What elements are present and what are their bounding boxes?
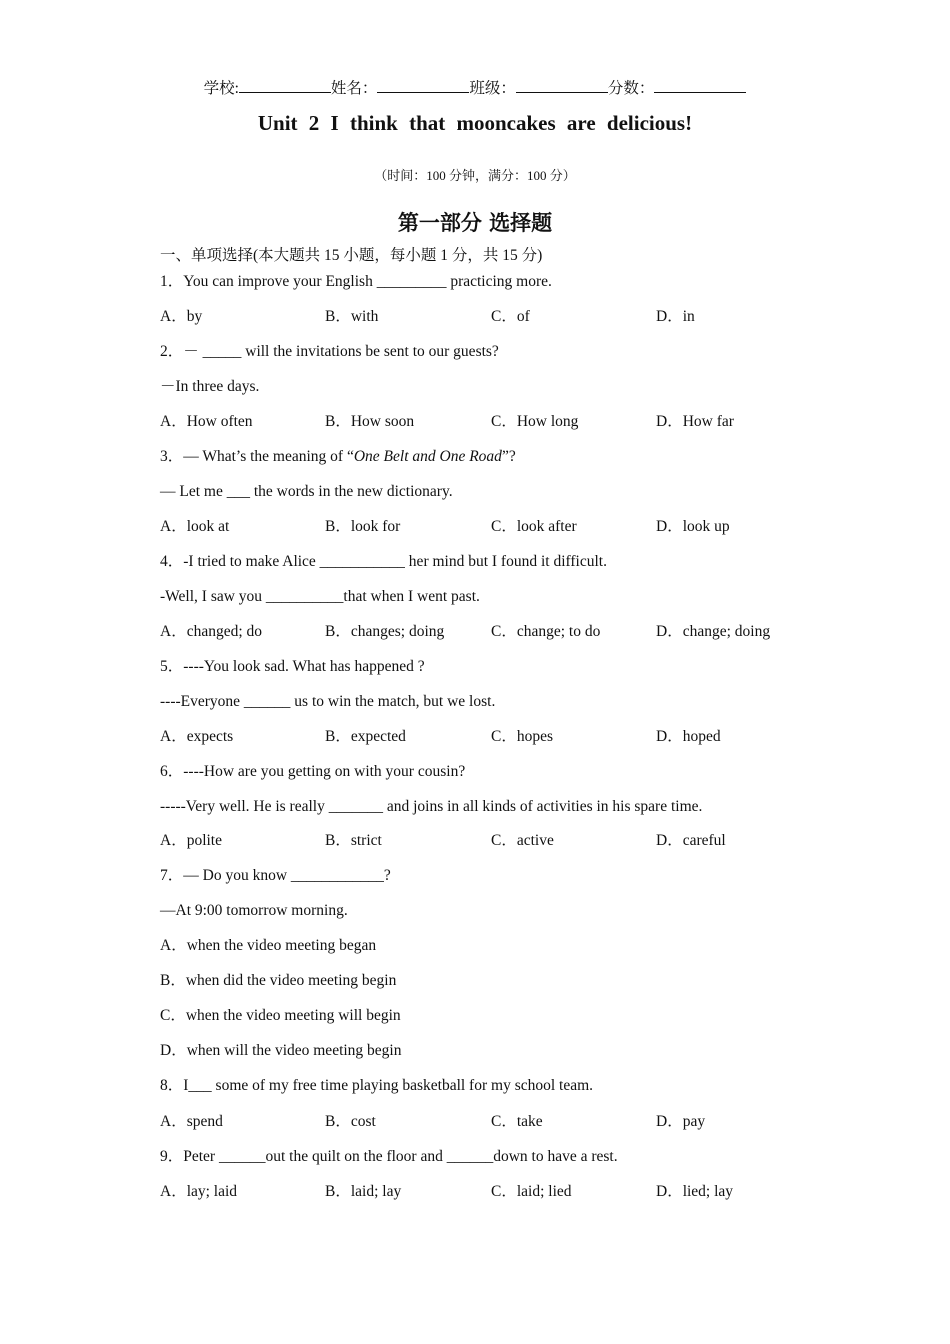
question-6-answer-line: -----Very well. He is really _______ and joins in all kinds of activities in his spare time. bbox=[160, 798, 703, 815]
question-7: 7．— Do you know ____________? bbox=[160, 867, 391, 884]
class-blank[interactable] bbox=[516, 78, 608, 93]
school-blank[interactable] bbox=[239, 78, 331, 93]
exam-time-info: （时间：100 分钟，满分：100 分） bbox=[374, 168, 576, 183]
question-2: 2．－ _____ will the invitations be sent to our guests? bbox=[160, 343, 499, 360]
question-4-answer-line: -Well, I saw you __________that when I went past. bbox=[160, 588, 480, 605]
section-title: 一、单项选择(本大题共 15 小题，每小题 1 分，共 15 分) bbox=[160, 247, 543, 264]
question-4: 4．-I tried to make Alice ___________ her mind but I found it difficult. bbox=[160, 553, 607, 570]
question-3 bbox=[160, 447, 516, 467]
question-7-answer-line: —At 9:00 tomorrow morning. bbox=[160, 902, 348, 919]
q8-option-b: B．cost bbox=[325, 1113, 376, 1130]
q5-option-d: D．hoped bbox=[656, 728, 721, 745]
student-info-header bbox=[0, 76, 950, 98]
document-title: Unit 2 I think that mooncakes are delicious! bbox=[257, 111, 693, 135]
score-label: 分数： bbox=[607, 80, 655, 97]
q9-option-b: B．laid; lay bbox=[325, 1183, 402, 1200]
q2-option-c: C．How long bbox=[491, 413, 579, 430]
q4-option-c: C．change; to do bbox=[491, 623, 601, 640]
question-2-answer-line: －In three days. bbox=[160, 378, 260, 395]
q9-option-a: A．lay; laid bbox=[160, 1183, 238, 1200]
q3-text-pre: 3．— What’s the meaning of “ bbox=[160, 448, 354, 465]
q3-option-b: B．look for bbox=[325, 518, 401, 535]
q5-option-b: B．expected bbox=[325, 728, 406, 745]
q9-option-d: D．lied; lay bbox=[656, 1183, 734, 1200]
q3-option-a: A．look at bbox=[160, 518, 230, 535]
q4-option-d: D．change; doing bbox=[656, 623, 771, 640]
q6-option-b: B．strict bbox=[325, 832, 382, 849]
q7-option-b: B．when did the video meeting begin bbox=[160, 972, 397, 989]
q8-option-d: D．pay bbox=[656, 1113, 706, 1130]
class-label: 班级： bbox=[469, 80, 516, 97]
school-label: 学校: bbox=[203, 80, 239, 97]
q4-option-a: A．changed; do bbox=[160, 623, 263, 640]
q1-option-d: D．in bbox=[656, 308, 695, 325]
q8-option-c: C．take bbox=[491, 1113, 543, 1130]
q5-option-c: C．hopes bbox=[491, 728, 554, 745]
q4-option-b: B．changes; doing bbox=[325, 623, 445, 640]
q6-option-d: D．careful bbox=[656, 832, 726, 849]
q2-option-b: B．How soon bbox=[325, 413, 415, 430]
question-9: 9．Peter ______out the quilt on the floor and ______down to have a rest. bbox=[160, 1148, 618, 1165]
question-1: 1．You can improve your English _________ practicing more. bbox=[160, 273, 552, 290]
part-title: 第一部分 选择题 bbox=[397, 211, 553, 235]
q1-option-c: C．of bbox=[491, 308, 530, 325]
name-label: 姓名： bbox=[330, 80, 378, 97]
q3-italic-phrase: One Belt and One Road bbox=[353, 448, 502, 465]
q7-option-a: A．when the video meeting began bbox=[160, 937, 377, 954]
q6-option-c: C．active bbox=[491, 832, 554, 849]
q6-option-a: A．polite bbox=[160, 832, 222, 849]
name-blank[interactable] bbox=[377, 78, 469, 93]
question-5-answer-line: ----Everyone ______ us to win the match, but we lost. bbox=[160, 693, 496, 710]
q1-option-b: B．with bbox=[325, 308, 379, 325]
q7-option-c: C．when the video meeting will begin bbox=[160, 1007, 401, 1024]
q2-option-a: A．How often bbox=[160, 413, 253, 430]
question-3-answer-line: — Let me ___ the words in the new dictionary. bbox=[160, 483, 453, 500]
q3-text-post: ”? bbox=[501, 448, 516, 465]
question-5: 5．----You look sad. What has happened ? bbox=[160, 658, 425, 675]
question-8: 8．I___ some of my free time playing basketball for my school team. bbox=[160, 1077, 594, 1094]
q8-option-a: A．spend bbox=[160, 1113, 223, 1130]
q2-option-d: D．How far bbox=[656, 413, 734, 430]
q9-option-c: C．laid; lied bbox=[491, 1183, 572, 1200]
q3-option-d: D．look up bbox=[656, 518, 730, 535]
q7-option-d: D．when will the video meeting begin bbox=[160, 1042, 402, 1059]
score-blank[interactable] bbox=[654, 78, 746, 93]
question-6: 6．----How are you getting on with your cousin? bbox=[160, 763, 466, 780]
q1-option-a: A．by bbox=[160, 308, 203, 325]
q5-option-a: A．expects bbox=[160, 728, 234, 745]
q3-option-c: C．look after bbox=[491, 518, 577, 535]
